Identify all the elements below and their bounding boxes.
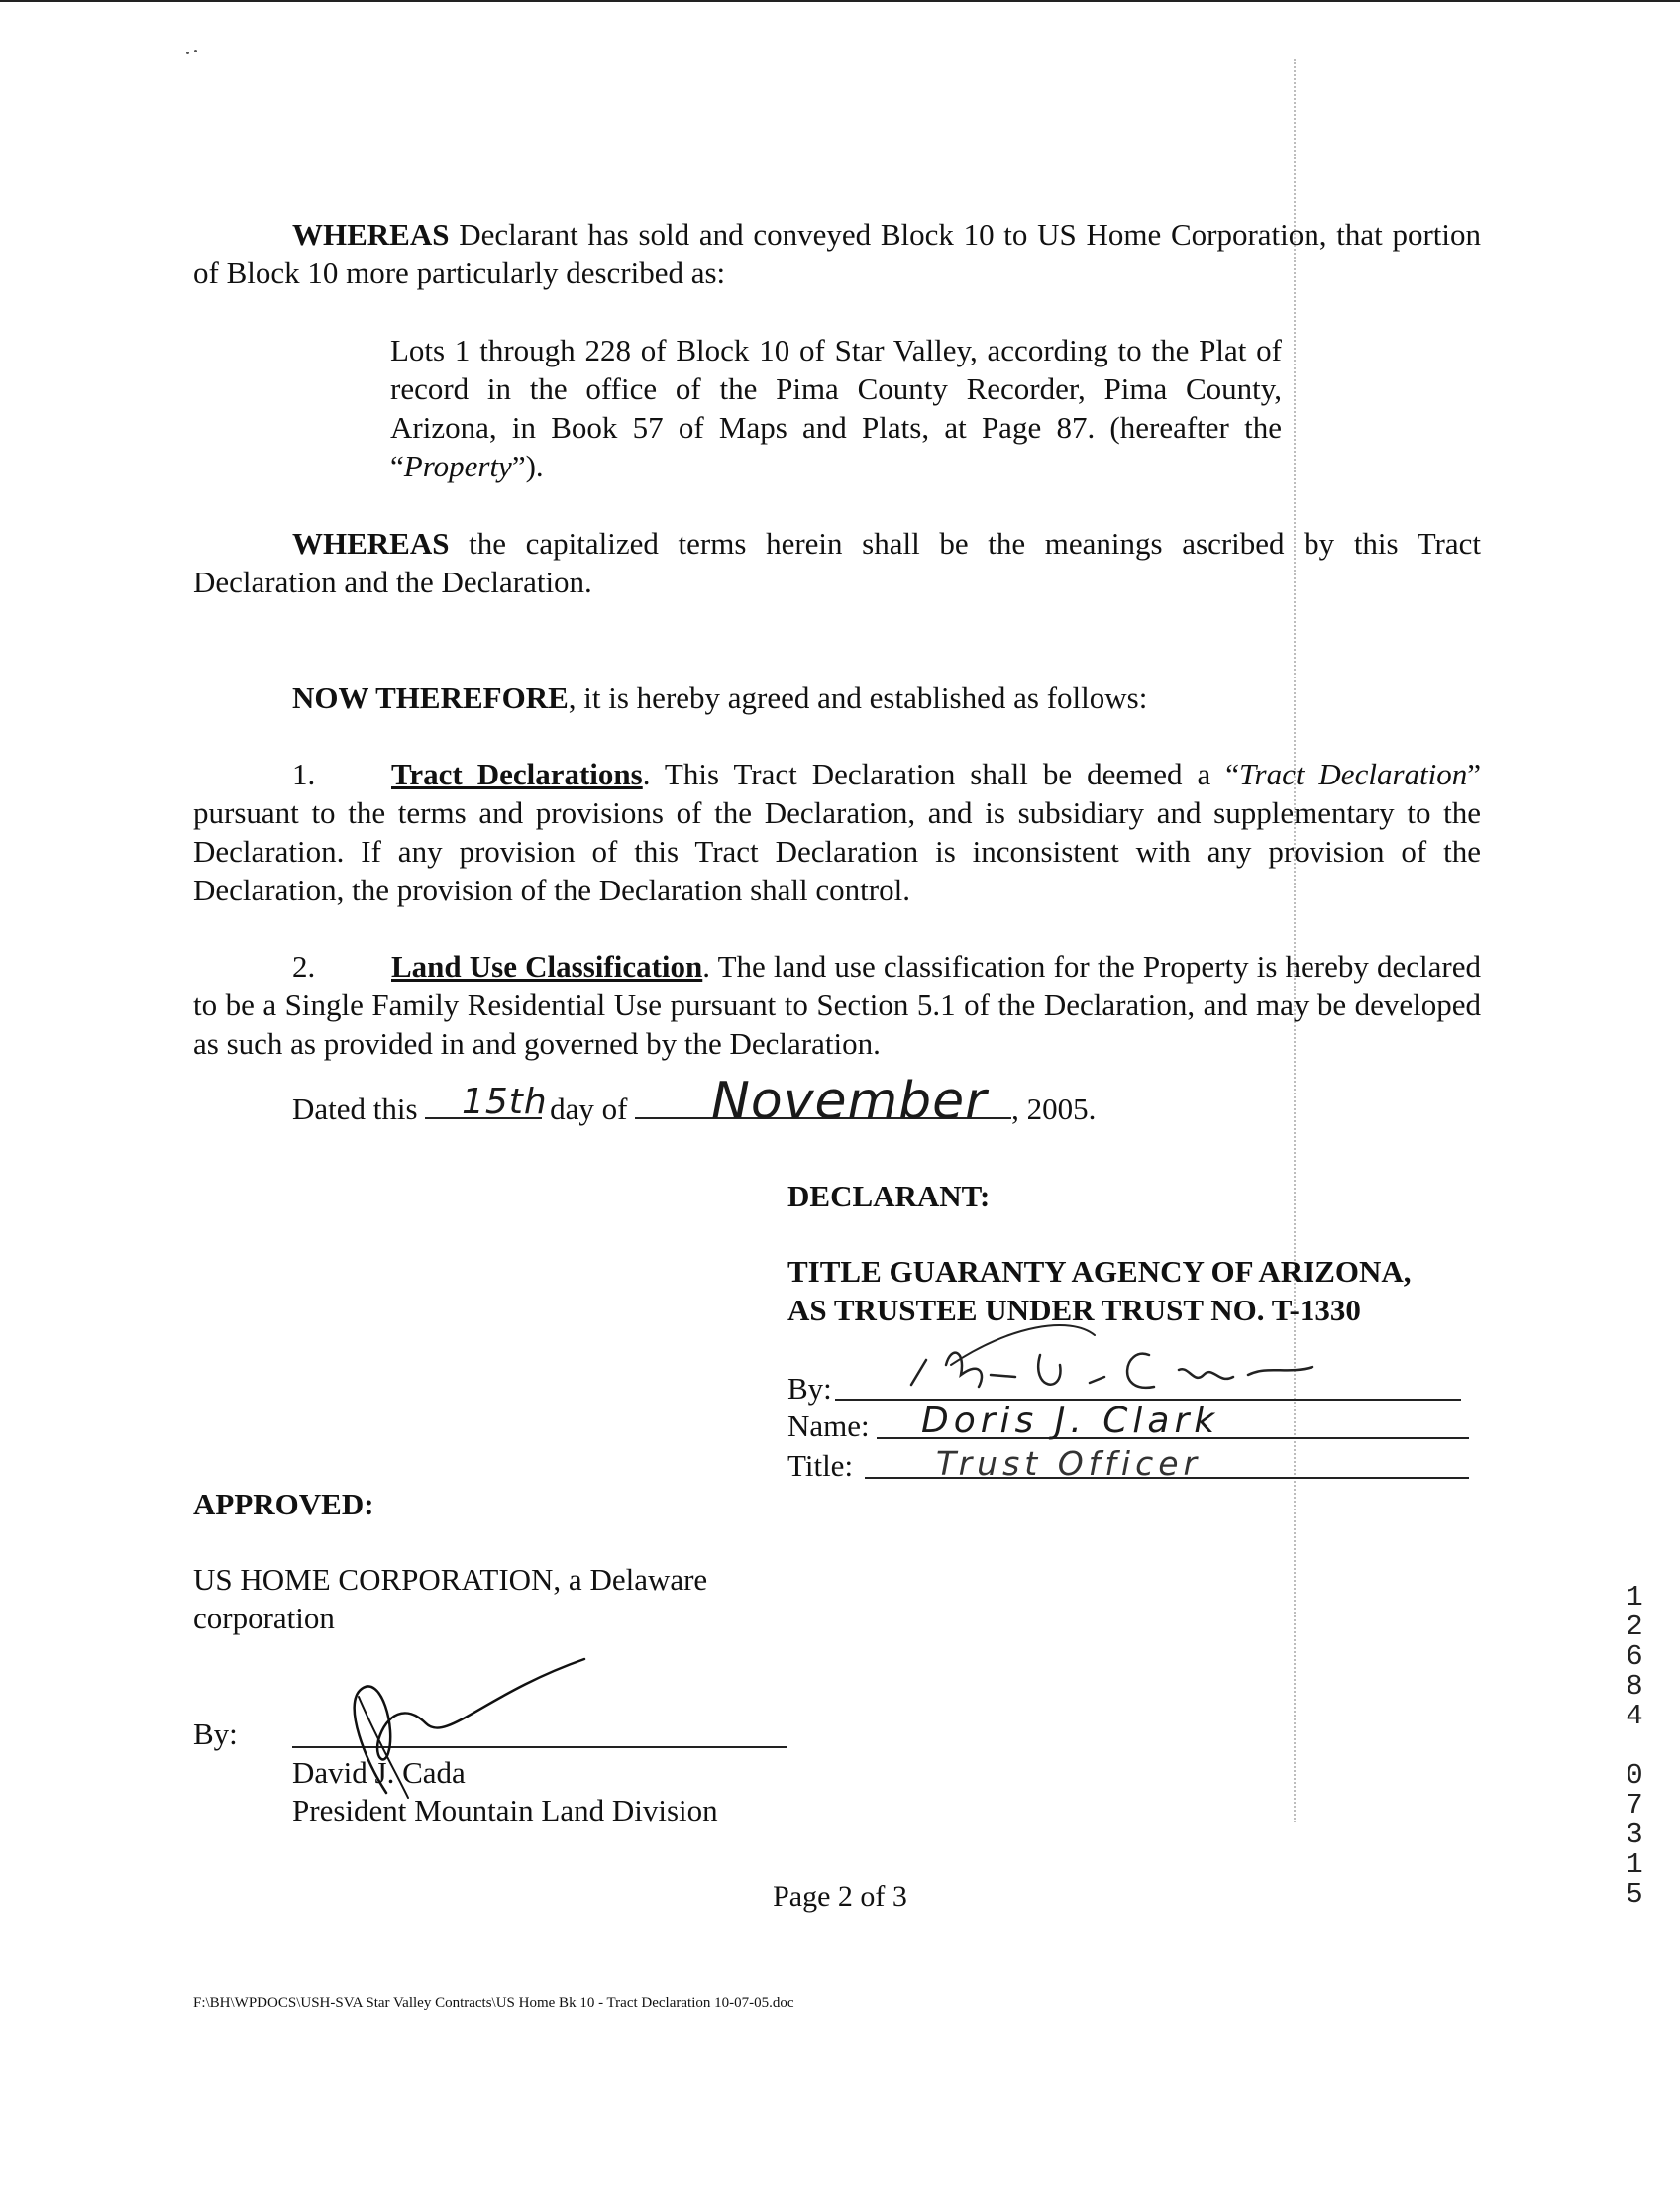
whereas-lead: WHEREAS xyxy=(292,217,450,252)
page-number: Page 2 of 3 xyxy=(773,1880,907,1913)
stamp-gap xyxy=(1621,1731,1648,1761)
dated-suffix: , 2005. xyxy=(1011,1092,1097,1126)
stamp-digit: 7 xyxy=(1626,1789,1643,1822)
section-1-tract-declarations xyxy=(193,755,1481,909)
approved-by-label: By: xyxy=(193,1717,238,1751)
scan-fold-line xyxy=(1294,59,1296,1822)
stamp-digit: 2 xyxy=(1626,1611,1643,1643)
property-end: ”). xyxy=(511,449,544,483)
top-edge-rule xyxy=(0,0,1680,2)
property-text: Lots 1 through 228 of Block 10 of Star Valley, according to the Plat of record in the office of the Pima County Recorder, Pima County, Arizona, in Book 57 of Maps and Plats, at Page 87. (hereafter the “ xyxy=(390,333,1282,483)
declarant-signature xyxy=(892,1305,1387,1405)
now-therefore-text: , it is hereby agreed and established as follows: xyxy=(568,680,1148,715)
section-title: Land Use Classification xyxy=(391,949,703,984)
whereas-paragraph-2 xyxy=(193,524,1481,601)
stamp-digit: 5 xyxy=(1626,1878,1643,1911)
approved-signer-name: David J. Cada xyxy=(292,1755,466,1790)
approved-heading: APPROVED: xyxy=(193,1487,374,1521)
declarant-title-label: Title: xyxy=(788,1448,854,1483)
stamp-digit: 0 xyxy=(1626,1759,1643,1792)
recording-stamp-number xyxy=(1621,1583,1648,1910)
declarant-by-label: By: xyxy=(788,1371,832,1406)
approved-company-line-2: corporation xyxy=(193,1601,335,1635)
whereas-text: Declarant has sold and conveyed Block 10 to US Home Corporation, that portion of Block 10 more particularly described as: xyxy=(193,217,1481,290)
section-term: Tract Declaration xyxy=(1238,757,1468,791)
whereas-paragraph-1 xyxy=(193,215,1481,292)
section-number: 1. xyxy=(292,757,316,791)
now-therefore-paragraph xyxy=(193,678,1481,717)
dated-prefix: Dated this xyxy=(292,1092,418,1126)
declarant-entity-line-1: TITLE GUARANTY AGENCY OF ARIZONA, xyxy=(788,1254,1412,1289)
section-text: . The land use classification for the Property is hereby declared to be a Single Family Residential Use pursuant to Section 5.1 of the Declaration, and may be developed as such as provided in and governed by the Declaration. xyxy=(193,949,1481,1061)
property-description xyxy=(390,331,1282,485)
section-title: Tract Declarations xyxy=(391,757,643,791)
declarant-heading: DECLARANT: xyxy=(788,1179,991,1213)
dated-mid: day of xyxy=(550,1092,628,1126)
section-2-land-use xyxy=(193,947,1481,1063)
stamp-digit: 6 xyxy=(1626,1640,1643,1673)
section-number: 2. xyxy=(292,949,316,984)
stamp-digit: 4 xyxy=(1626,1700,1643,1732)
scan-speck xyxy=(186,52,189,54)
section-text: ” pursuant to the terms and provisions of the Declaration, and is subsidiary and supplementary to the Declaration. If any provision of this Tract Declaration is inconsistent with any provision of the Declaration, the provision of the Declaration shall control. xyxy=(193,757,1481,907)
stamp-digit: 1 xyxy=(1626,1848,1643,1881)
footer-file-path: F:\BH\WPDOCS\USH-SVA Star Valley Contracts\US Home Bk 10 - Tract Declaration 10-07-05.doc xyxy=(193,1995,794,2011)
scan-speck xyxy=(194,50,197,52)
handwritten-declarant-title: Trust Officer xyxy=(936,1444,1203,1483)
handwritten-month: November xyxy=(711,1072,988,1131)
handwritten-day: 15th xyxy=(462,1082,548,1122)
stamp-digit: 1 xyxy=(1626,1581,1643,1614)
property-term: Property xyxy=(403,449,512,483)
section-text: . This Tract Declaration shall be deemed a “ xyxy=(642,757,1239,791)
stamp-digit: 8 xyxy=(1626,1670,1643,1703)
handwritten-declarant-name: Doris J. Clark xyxy=(921,1401,1220,1441)
declarant-entity-line-2: AS TRUSTEE UNDER TRUST NO. T-1330 xyxy=(788,1293,1361,1327)
whereas-lead: WHEREAS xyxy=(292,526,450,561)
declarant-name-label: Name: xyxy=(788,1408,870,1443)
now-therefore-lead: NOW THEREFORE xyxy=(292,680,569,715)
approved-signer-title: President Mountain Land Division xyxy=(292,1793,718,1827)
whereas-text: the capitalized terms herein shall be the meanings ascribed by this Tract Declaration and the Declaration. xyxy=(193,526,1481,599)
stamp-digit: 3 xyxy=(1626,1819,1643,1851)
approved-company-line-1: US HOME CORPORATION, a Delaware xyxy=(193,1562,708,1597)
